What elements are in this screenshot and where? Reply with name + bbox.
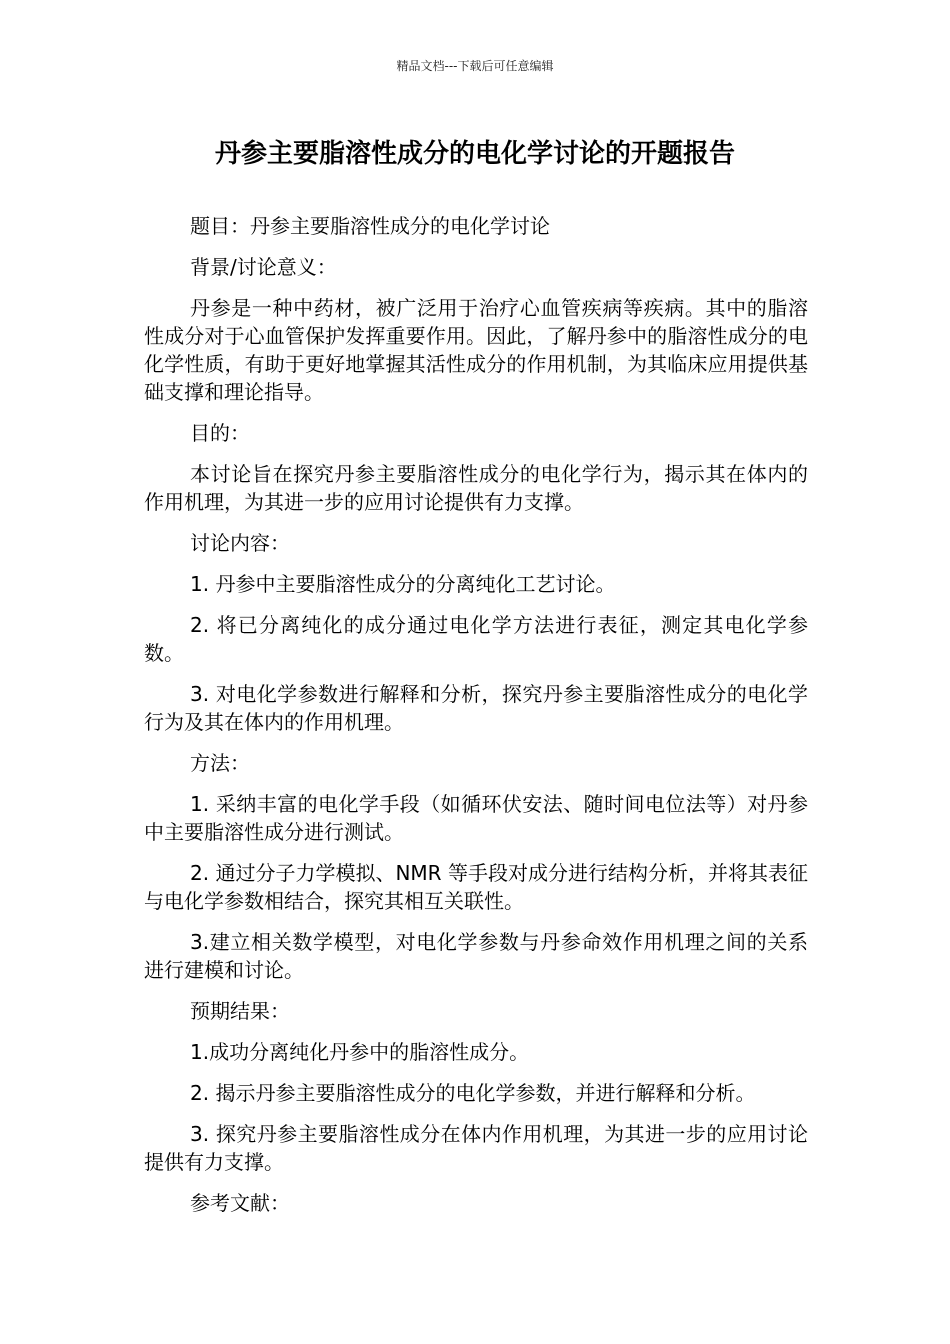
section-heading-content: 讨论内容： bbox=[190, 531, 290, 555]
content-item: 3. 对电化学参数进行解释和分析，探究丹参主要脂溶性成分的电化学行为及其在体内的作用机理。 bbox=[144, 682, 808, 734]
section-heading-methods: 方法： bbox=[190, 751, 250, 775]
header-note: 精品文档---下载后可任意编辑 bbox=[396, 59, 554, 73]
method-item: 3.建立相关数学模型，对电化学参数与丹参命效作用机理之间的关系进行建模和讨论。 bbox=[144, 930, 808, 982]
topic-line: 题目：丹参主要脂溶性成分的电化学讨论 bbox=[190, 214, 550, 238]
section-heading-references: 参考文献： bbox=[190, 1191, 290, 1215]
purpose-paragraph: 本讨论旨在探究丹参主要脂溶性成分的电化学行为，揭示其在体内的作用机理，为其进一步的应用讨论提供有力支撑。 bbox=[144, 462, 808, 514]
result-item: 3. 探究丹参主要脂溶性成分在体内作用机理，为其进一步的应用讨论提供有力支撑。 bbox=[144, 1122, 808, 1174]
background-paragraph: 丹参是一种中药材，被广泛用于治疗心血管疾病等疾病。其中的脂溶性成分对于心血管保护发挥重要作用。因此，了解丹参中的脂溶性成分的电化学性质，有助于更好地掌握其活性成分的作用机制，为其临床应用提供基础支撑和理论指导。 bbox=[144, 296, 808, 404]
result-item: 2. 揭示丹参主要脂溶性成分的电化学参数，并进行解释和分析。 bbox=[190, 1081, 756, 1105]
document-body bbox=[144, 212, 808, 1230]
content-item: 1. 丹参中主要脂溶性成分的分离纯化工艺讨论。 bbox=[190, 572, 616, 596]
section-heading-background: 背景/讨论意义： bbox=[190, 255, 337, 279]
content-item: 2. 将已分离纯化的成分通过电化学方法进行表征，测定其电化学参数。 bbox=[144, 613, 808, 665]
method-item: 1. 采纳丰富的电化学手段（如循环伏安法、随时间电位法等）对丹参中主要脂溶性成分进行测试。 bbox=[144, 792, 808, 844]
section-heading-expected-results: 预期结果： bbox=[190, 999, 290, 1023]
method-item: 2. 通过分子力学模拟、NMR 等手段对成分进行结构分析，并将其表征与电化学参数相结合，探究其相互关联性。 bbox=[144, 861, 808, 913]
section-heading-purpose: 目的： bbox=[190, 421, 250, 445]
document-title: 丹参主要脂溶性成分的电化学讨论的开题报告 bbox=[214, 139, 735, 169]
result-item: 1.成功分离纯化丹参中的脂溶性成分。 bbox=[190, 1040, 530, 1064]
